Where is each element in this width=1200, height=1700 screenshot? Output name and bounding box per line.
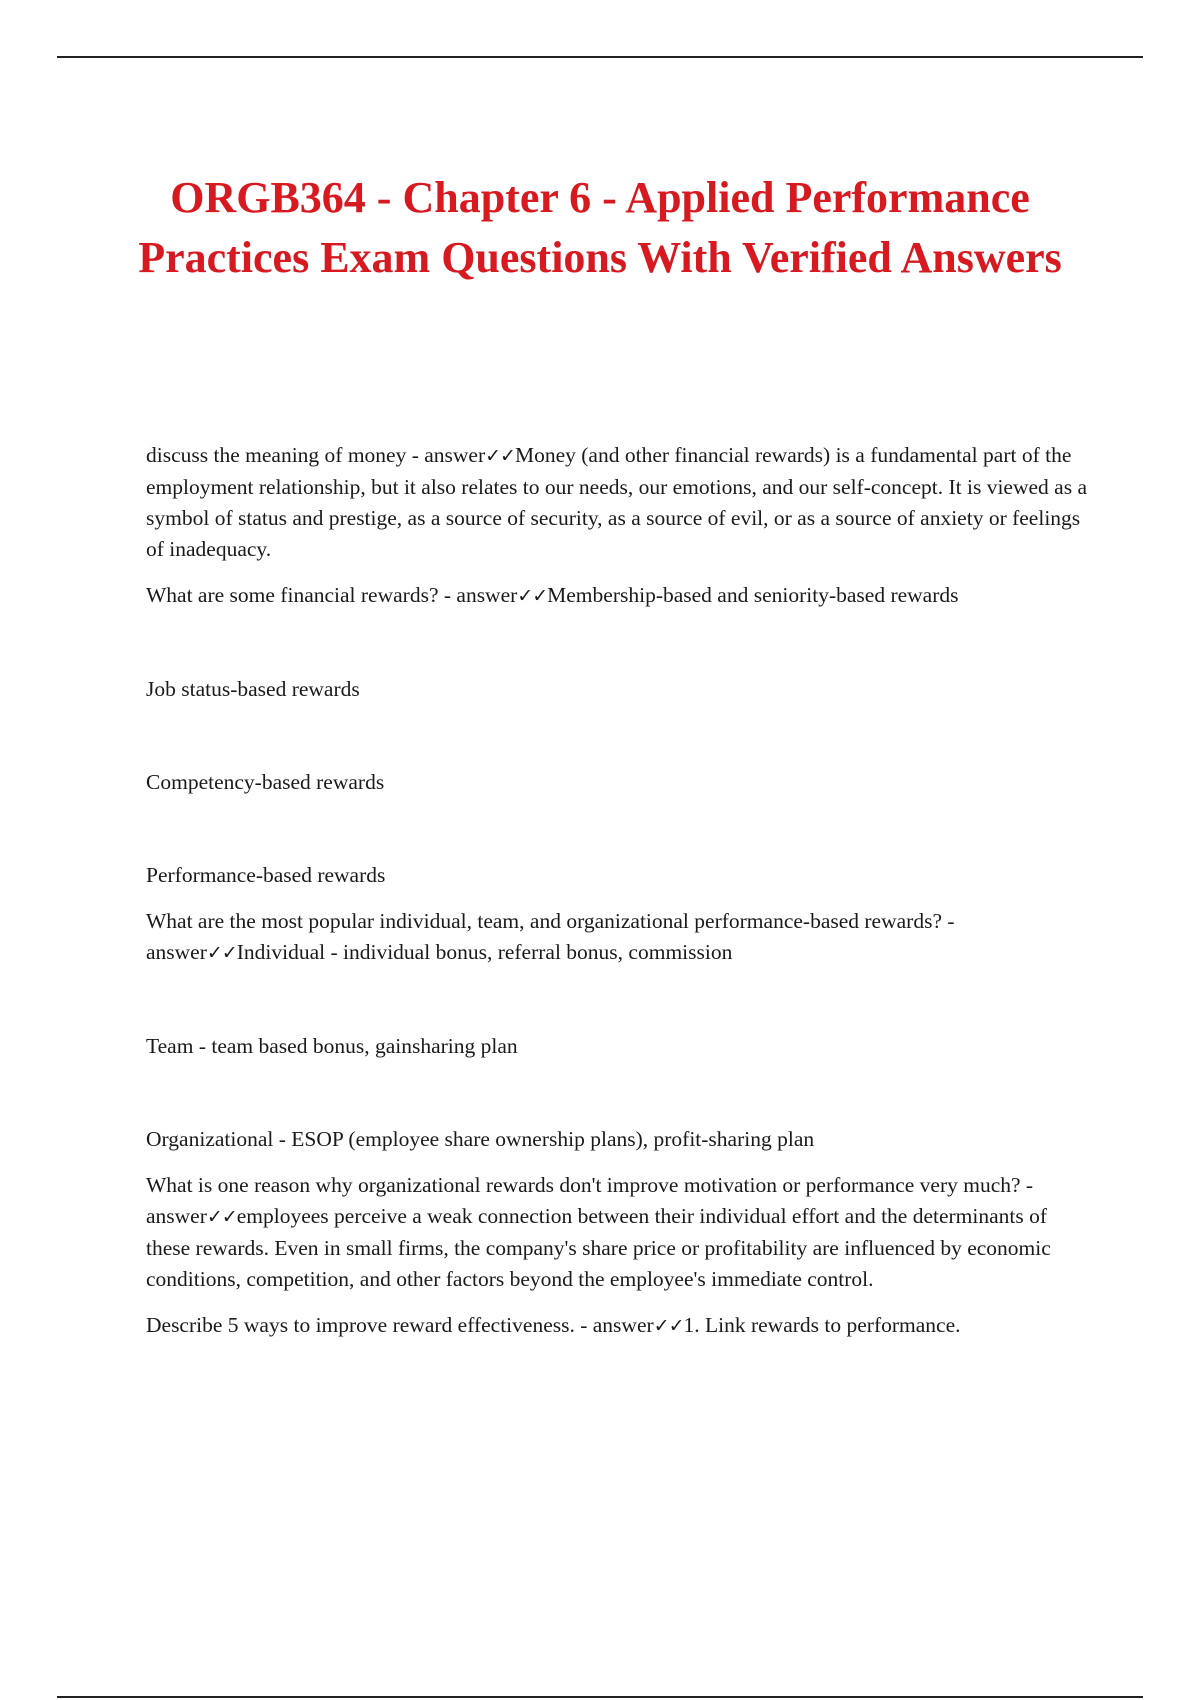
qa-item-3 <box>146 906 1092 969</box>
double-check-icon: ✓✓ <box>653 1315 684 1337</box>
answer-text: Membership-based and seniority-based rewards <box>547 583 959 607</box>
footer-rule <box>57 1696 1143 1698</box>
question-text: What are the most popular individual, team, and organizational performance-based rewards? - answer <box>146 909 955 964</box>
question-text: What is one reason why organizational rewards don't improve motivation or performance very much? - answer <box>146 1173 1034 1228</box>
answer-line: Team - team based bonus, gainsharing plan <box>146 1034 518 1058</box>
answer-line: Performance-based rewards <box>146 863 386 887</box>
answer-text: Money (and other financial rewards) is a fundamental part of the employment relationship, but it also relates to our needs, our emotions, and our self-concept. It is viewed as a symbol of status and prestige, as a source of security, as a source of evil, or as a source of anxiety or feelings of inadequacy. <box>146 443 1087 561</box>
question-text: What are some financial rewards? - answer <box>146 583 518 607</box>
answer-text: 1. Link rewards to performance. <box>683 1313 961 1337</box>
qa-item-1 <box>146 440 1092 565</box>
answer-line: Job status-based rewards <box>146 677 360 701</box>
answer-text: employees perceive a weak connection between their individual effort and the determinants of these rewards. Even in small firms, the company's share price or profitability are influenced by economic conditions, competition, and other factors beyond the employee's immediate control. <box>146 1204 1051 1291</box>
answer-text: Individual - individual bonus, referral bonus, commission <box>236 940 733 964</box>
double-check-icon: ✓✓ <box>485 445 515 467</box>
double-check-icon: ✓✓ <box>206 1206 237 1228</box>
answer-line: Organizational - ESOP (employee share ownership plans), profit-sharing plan <box>146 1127 815 1151</box>
qa-item-4 <box>146 1170 1092 1295</box>
header-rule <box>57 56 1143 58</box>
double-check-icon: ✓✓ <box>206 942 237 964</box>
qa-item-5 <box>146 1310 1092 1342</box>
answer-line: Competency-based rewards <box>146 770 385 794</box>
document-title: ORGB364 - Chapter 6 - Applied Performance Practices Exam Questions With Verified Answers <box>138 173 1062 282</box>
question-text: Describe 5 ways to improve reward effectiveness. - answer <box>146 1313 654 1337</box>
question-text: discuss the meaning of money - answer <box>146 443 486 467</box>
double-check-icon: ✓✓ <box>517 585 548 607</box>
document-body <box>146 440 1092 1357</box>
qa-item-2 <box>146 580 1092 612</box>
